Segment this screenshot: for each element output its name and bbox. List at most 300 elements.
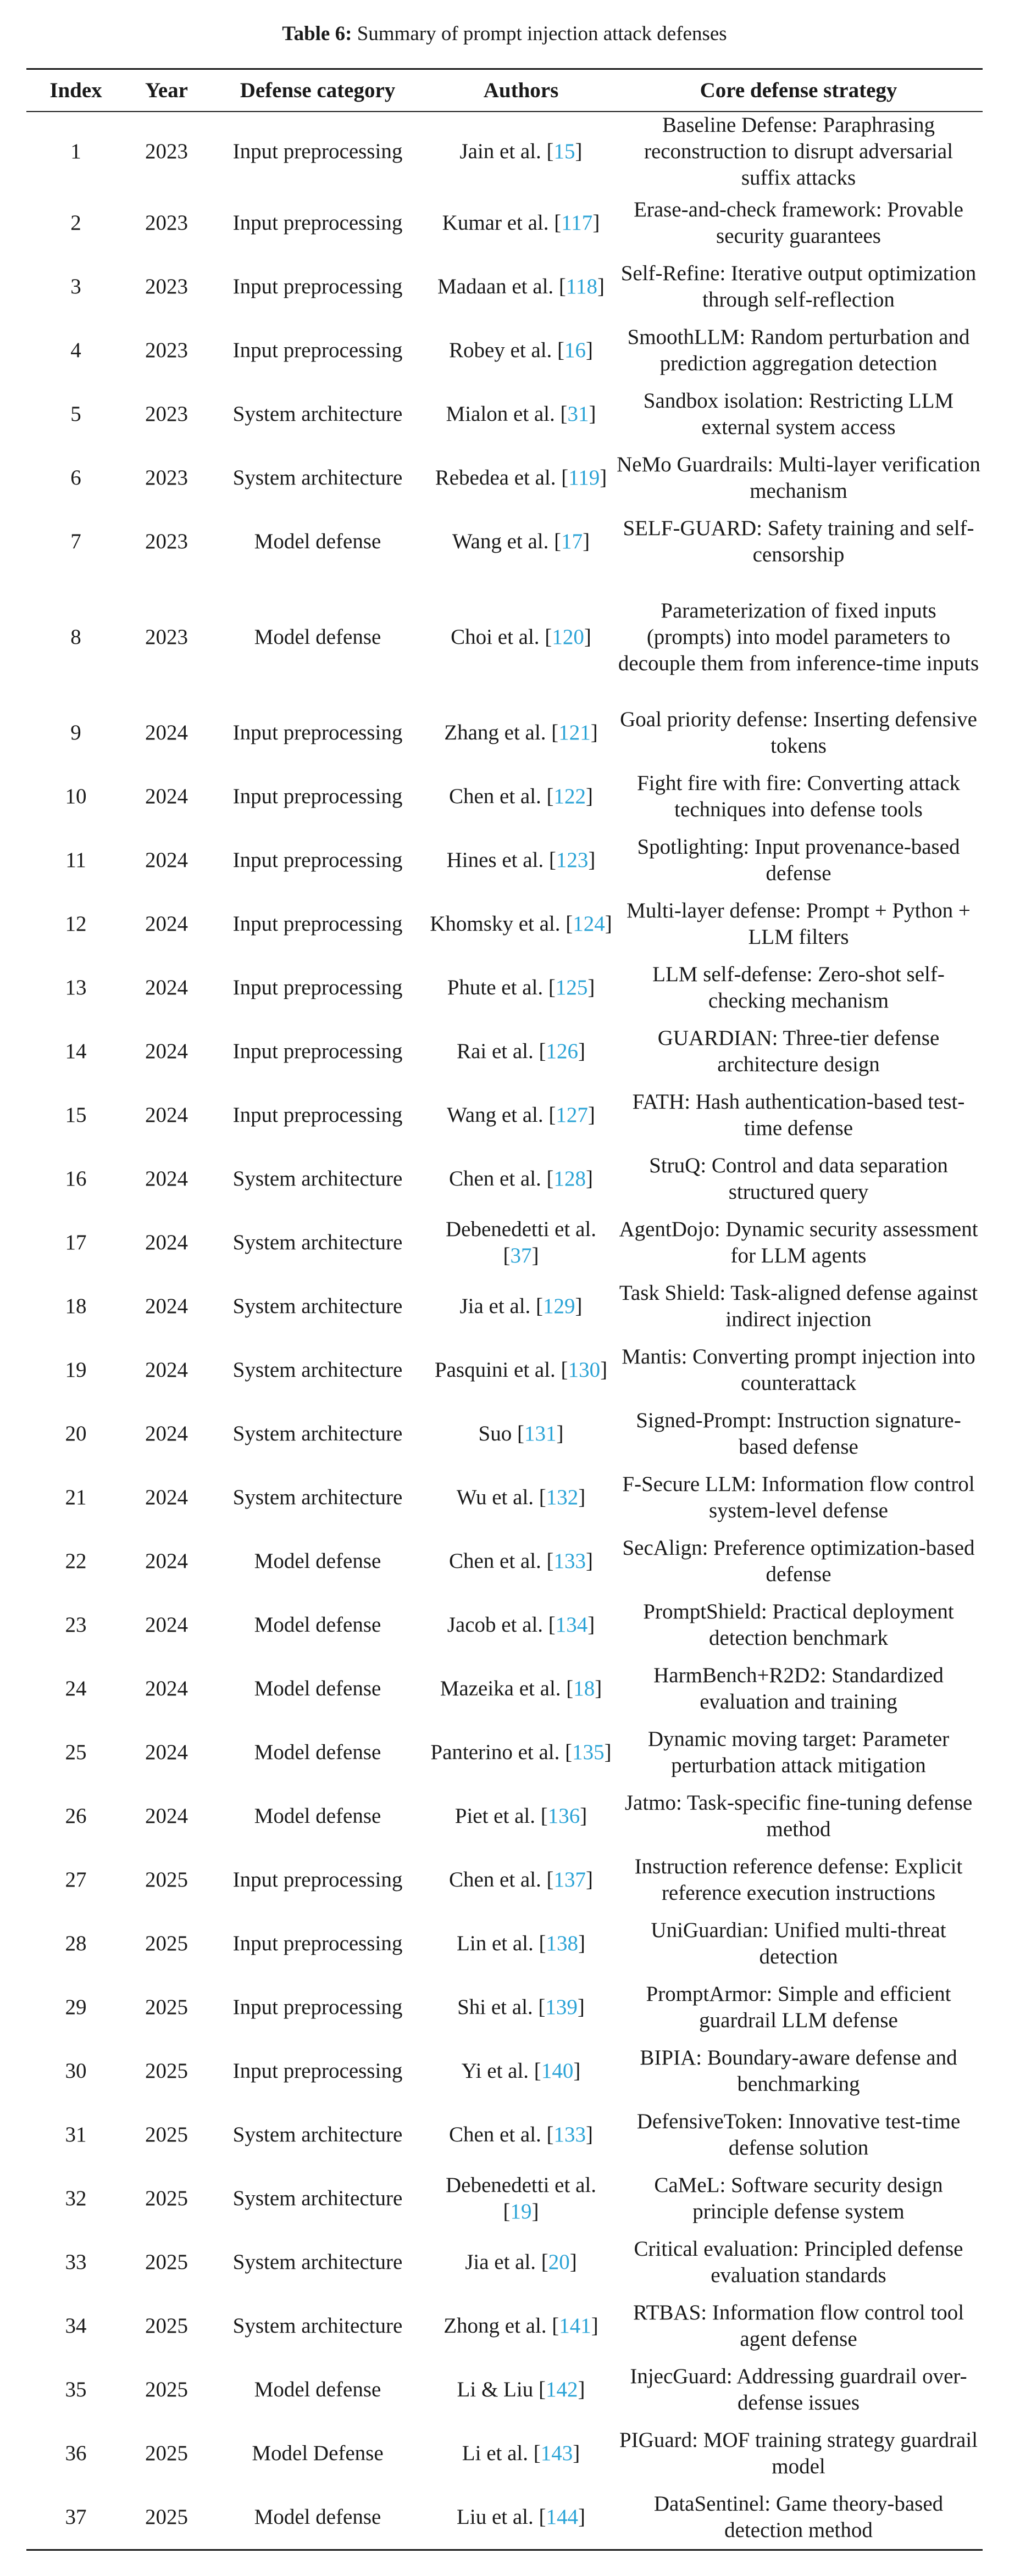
table-row	[26, 2422, 983, 2485]
author-name: Panterino et al. [	[430, 1740, 573, 1764]
author-name: Piet et al. [	[454, 1804, 548, 1828]
cell-index: 17	[65, 1231, 87, 1254]
author-name: Mialon et al. [	[446, 402, 568, 426]
citation-close-bracket: ]	[578, 1039, 585, 1063]
cell-defense-category: Input preprocessing	[232, 1932, 403, 1955]
cell-core-defense-strategy: FATH: Hash authentication-based test-time defense	[632, 1090, 965, 1140]
citation-link[interactable]: 117	[561, 211, 593, 235]
cell-index: 18	[65, 1294, 87, 1318]
author-name: Debenedetti et al. [	[446, 2173, 596, 2223]
cell-authors	[428, 2167, 614, 2230]
author-name: Chen et al. [	[448, 2123, 554, 2146]
cell-defense-category: Model Defense	[252, 2441, 384, 2465]
author-name: Wang et al. [	[447, 1103, 556, 1127]
cell-defense-category: Input preprocessing	[232, 2059, 403, 2083]
author-name: Phute et al. [	[447, 976, 556, 999]
citation-link[interactable]: 37	[510, 1244, 532, 1267]
cell-core-defense-strategy: LLM self-defense: Zero-shot self-checking mechanism	[652, 962, 945, 1012]
cell-defense-category: Input preprocessing	[232, 211, 403, 235]
table-row	[26, 1020, 983, 1083]
citation-link[interactable]: 20	[548, 2250, 570, 2274]
cell-index: 6	[70, 466, 81, 489]
cell-year: 2023	[145, 275, 188, 298]
cell-defense-category: Model defense	[254, 1740, 381, 1764]
author-name: Robey et al. [	[448, 338, 565, 362]
table-row	[26, 112, 983, 191]
cell-authors	[428, 2103, 614, 2167]
cell-core-defense-strategy: PromptArmor: Simple and efficient guardrail LLM defense	[646, 1982, 951, 2032]
cell-core-defense-strategy: GUARDIAN: Three-tier defense architecture design	[657, 1026, 940, 1076]
table-caption	[0, 21, 1009, 47]
cell-year: 2023	[145, 466, 188, 489]
cell-index: 9	[70, 721, 81, 744]
citation-close-bracket: ]	[589, 402, 596, 426]
cell-index: 26	[65, 1804, 87, 1828]
cell-defense-category: Model defense	[254, 1677, 381, 1700]
cell-year: 2024	[145, 1422, 188, 1445]
citation-close-bracket: ]	[578, 1485, 586, 1509]
cell-defense-category: Model defense	[254, 2378, 381, 2401]
cell-defense-category: Model defense	[254, 530, 381, 553]
citation-link[interactable]: 17	[561, 530, 583, 553]
citation-close-bracket: ]	[586, 338, 594, 362]
cell-year: 2024	[145, 1677, 188, 1700]
table-row	[26, 510, 983, 574]
cell-index: 13	[65, 976, 87, 999]
author-name: Lin et al. [	[457, 1932, 546, 1955]
cell-index: 36	[65, 2441, 87, 2465]
author-name: Jain et al. [	[459, 140, 554, 163]
citation-close-bracket: ]	[586, 1549, 594, 1573]
cell-authors	[428, 1784, 614, 1848]
author-name: Debenedetti et al. [	[446, 1217, 596, 1267]
citation-link[interactable]: 134	[555, 1613, 588, 1637]
cell-authors	[428, 1912, 614, 1976]
cell-defense-category: System architecture	[232, 2186, 403, 2210]
cell-authors	[428, 2422, 614, 2485]
citation-link[interactable]: 118	[566, 275, 597, 298]
table-caption-label: Table 6:	[282, 23, 352, 45]
cell-year: 2024	[145, 1740, 188, 1764]
cell-authors	[428, 1211, 614, 1275]
cell-index: 14	[65, 1039, 87, 1063]
cell-defense-category: Model defense	[254, 1549, 381, 1573]
citation-link[interactable]: 119	[568, 466, 600, 489]
cell-index: 7	[70, 530, 81, 553]
citation-link[interactable]: 122	[553, 785, 586, 808]
table-row	[26, 1338, 983, 1402]
cell-year: 2024	[145, 848, 188, 872]
cell-index: 15	[65, 1103, 87, 1127]
cell-year: 2024	[145, 1294, 188, 1318]
table-row	[26, 2039, 983, 2103]
citation-close-bracket: ]	[586, 785, 594, 808]
citation-close-bracket: ]	[595, 1677, 602, 1700]
author-name: Rai et al. [	[457, 1039, 546, 1063]
citation-close-bracket: ]	[573, 2059, 581, 2083]
cell-index: 24	[65, 1677, 87, 1700]
citation-link[interactable]: 129	[543, 1294, 575, 1318]
cell-core-defense-strategy: Jatmo: Task-specific fine-tuning defense method	[624, 1791, 973, 1841]
cell-index: 4	[70, 338, 81, 362]
cell-index: 21	[65, 1485, 87, 1509]
cell-authors	[428, 112, 614, 191]
cell-defense-category: Input preprocessing	[232, 1995, 403, 2019]
citation-close-bracket: ]	[600, 1358, 608, 1382]
author-name: Chen et al. [	[448, 785, 554, 808]
cell-core-defense-strategy: Task Shield: Task-aligned defense against indirect injection	[619, 1281, 978, 1331]
header-index: Index	[26, 69, 125, 112]
cell-core-defense-strategy: Fight fire with fire: Converting attack techniques into defense tools	[636, 771, 961, 821]
cell-year: 2024	[145, 1804, 188, 1828]
cell-authors	[428, 956, 614, 1020]
table-row	[26, 574, 983, 701]
citation-close-bracket: ]	[531, 1244, 539, 1267]
cell-year: 2025	[145, 1932, 188, 1955]
table-row	[26, 828, 983, 892]
cell-defense-category: Input preprocessing	[232, 338, 403, 362]
cell-year: 2024	[145, 1103, 188, 1127]
citation-link[interactable]: 18	[573, 1677, 595, 1700]
author-name: Pasquini et al. [	[434, 1358, 568, 1382]
cell-authors	[428, 1721, 614, 1784]
citation-link[interactable]: 19	[510, 2200, 532, 2223]
cell-year: 2025	[145, 2059, 188, 2083]
author-name: Suo [	[478, 1422, 524, 1445]
citation-close-bracket: ]	[584, 625, 591, 649]
table-row	[26, 1784, 983, 1848]
cell-authors	[428, 1593, 614, 1657]
cell-index: 34	[65, 2314, 87, 2338]
citation-link[interactable]: 126	[546, 1039, 578, 1063]
header-year: Year	[125, 69, 208, 112]
author-name: Yi et al. [	[461, 2059, 541, 2083]
header-authors: Authors	[428, 69, 614, 112]
cell-core-defense-strategy: Dynamic moving target: Parameter perturbation attack mitigation	[647, 1727, 950, 1777]
cell-core-defense-strategy: HarmBench+R2D2: Standardized evaluation and training	[653, 1663, 944, 1713]
cell-defense-category: System architecture	[232, 1167, 403, 1190]
citation-close-bracket: ]	[586, 2123, 594, 2146]
citation-link[interactable]: 31	[567, 402, 589, 426]
citation-link[interactable]: 141	[559, 2314, 591, 2338]
cell-authors	[428, 255, 614, 319]
table-row	[26, 319, 983, 382]
cell-year: 2024	[145, 1485, 188, 1509]
author-name: Zhang et al. [	[444, 721, 559, 744]
table-row	[26, 255, 983, 319]
citation-link[interactable]: 124	[573, 912, 605, 936]
table-row	[26, 446, 983, 510]
table-row	[26, 2294, 983, 2358]
citation-link[interactable]: 142	[545, 2378, 578, 2401]
cell-core-defense-strategy: RTBAS: Information flow control tool agent defense	[633, 2301, 964, 2351]
cell-defense-category: Input preprocessing	[232, 275, 403, 298]
cell-core-defense-strategy: Mantis: Converting prompt injection into counterattack	[622, 1345, 975, 1395]
cell-year: 2024	[145, 1358, 188, 1382]
citation-close-bracket: ]	[591, 2314, 598, 2338]
citation-close-bracket: ]	[583, 530, 590, 553]
cell-core-defense-strategy: Multi-layer defense: Prompt + Python + LLM filters	[627, 899, 971, 949]
cell-authors	[428, 1466, 614, 1529]
cell-index: 30	[65, 2059, 87, 2083]
citation-link[interactable]: 125	[555, 976, 588, 999]
cell-defense-category: Input preprocessing	[232, 976, 403, 999]
citation-close-bracket: ]	[604, 1740, 612, 1764]
table-row	[26, 191, 983, 255]
cell-core-defense-strategy: Instruction reference defense: Explicit reference execution instructions	[634, 1855, 963, 1905]
cell-core-defense-strategy: BIPIA: Boundary-aware defense and benchmarking	[640, 2046, 957, 2096]
author-name: Wu et al. [	[456, 1485, 546, 1509]
table-row	[26, 1912, 983, 1976]
cell-year: 2023	[145, 530, 188, 553]
citation-close-bracket: ]	[573, 2441, 580, 2465]
table-row	[26, 2103, 983, 2167]
table-row	[26, 892, 983, 956]
author-name: Chen et al. [	[448, 1167, 554, 1190]
cell-core-defense-strategy: F-Secure LLM: Information flow control system-level defense	[622, 1472, 975, 1522]
cell-authors	[428, 701, 614, 765]
citation-link[interactable]: 128	[553, 1167, 586, 1190]
cell-year: 2023	[145, 402, 188, 426]
cell-core-defense-strategy: UniGuardian: Unified multi-threat detection	[651, 1918, 946, 1968]
citation-link[interactable]: 133	[553, 1549, 586, 1573]
author-name: Chen et al. [	[448, 1549, 554, 1573]
citation-link[interactable]: 130	[568, 1358, 601, 1382]
citation-link[interactable]: 139	[545, 1995, 578, 2019]
cell-index: 32	[65, 2186, 87, 2210]
cell-authors	[428, 574, 614, 701]
author-name: Mazeika et al. [	[440, 1677, 574, 1700]
cell-core-defense-strategy: DefensiveToken: Innovative test-time defense solution	[636, 2110, 961, 2160]
author-name: Jia et al. [	[465, 2250, 548, 2274]
citation-link[interactable]: 16	[564, 338, 586, 362]
cell-defense-category: Input preprocessing	[232, 140, 403, 163]
cell-core-defense-strategy: Parameterization of fixed inputs (prompts) into model parameters to decouple them from inference-time inputs	[618, 599, 979, 675]
citation-link[interactable]: 136	[547, 1804, 580, 1828]
cell-authors	[428, 1657, 614, 1721]
cell-defense-category: System architecture	[232, 1422, 403, 1445]
cell-authors	[428, 892, 614, 956]
cell-index: 22	[65, 1549, 87, 1573]
table-row	[26, 382, 983, 446]
table-row	[26, 2167, 983, 2230]
citation-close-bracket: ]	[531, 2200, 539, 2223]
cell-defense-category: Input preprocessing	[232, 1868, 403, 1891]
cell-defense-category: Input preprocessing	[232, 848, 403, 872]
cell-authors	[428, 1848, 614, 1912]
cell-year: 2023	[145, 140, 188, 163]
table-row	[26, 2485, 983, 2550]
cell-index: 10	[65, 785, 87, 808]
cell-year: 2025	[145, 2441, 188, 2465]
citation-link[interactable]: 131	[524, 1422, 557, 1445]
table-caption-text: Summary of prompt injection attack defenses	[357, 23, 727, 45]
author-name: Jacob et al. [	[447, 1613, 556, 1637]
table-row	[26, 765, 983, 828]
cell-year: 2025	[145, 2314, 188, 2338]
cell-authors	[428, 382, 614, 446]
cell-index: 33	[65, 2250, 87, 2274]
cell-authors	[428, 765, 614, 828]
cell-year: 2024	[145, 721, 188, 744]
cell-core-defense-strategy: SmoothLLM: Random perturbation and prediction aggregation detection	[627, 325, 970, 375]
table-row	[26, 1083, 983, 1147]
cell-core-defense-strategy: Baseline Defense: Paraphrasing reconstruction to disrupt adversarial suffix attacks	[644, 113, 953, 190]
cell-defense-category: Input preprocessing	[232, 912, 403, 936]
cell-core-defense-strategy: Goal priority defense: Inserting defensive tokens	[620, 708, 977, 758]
table-row	[26, 2358, 983, 2422]
cell-authors	[428, 1020, 614, 1083]
table-row	[26, 2230, 983, 2294]
table-row	[26, 1466, 983, 1529]
cell-defense-category: Model defense	[208, 2485, 428, 2550]
cell-index: 35	[65, 2378, 87, 2401]
defenses-table	[26, 68, 983, 2551]
cell-year: 2024	[145, 785, 188, 808]
cell-year: 2025	[145, 1868, 188, 1891]
cell-defense-category: System architecture	[232, 1294, 403, 1318]
cell-defense-category: System architecture	[232, 2250, 403, 2274]
citation-close-bracket: ]	[597, 275, 605, 298]
citation-link[interactable]: 143	[540, 2441, 573, 2465]
header-core-defense-strategy: Core defense strategy	[614, 69, 983, 112]
citation-link[interactable]: 135	[572, 1740, 605, 1764]
citation-close-bracket: ]	[577, 1995, 585, 2019]
table-row	[26, 956, 983, 1020]
author-name: Hines et al. [	[446, 848, 556, 872]
cell-year: 2024	[145, 1039, 188, 1063]
citation-close-bracket: ]	[605, 912, 612, 936]
cell-year: 2024	[145, 1613, 188, 1637]
cell-defense-category: Input preprocessing	[232, 1039, 403, 1063]
citation-close-bracket: ]	[587, 1103, 595, 1127]
cell-index: 37	[26, 2485, 125, 2550]
cell-defense-category: Input preprocessing	[232, 1103, 403, 1127]
citation-close-bracket: ]	[586, 1868, 594, 1891]
cell-core-defense-strategy: Erase-and-check framework: Provable security guarantees	[634, 198, 963, 248]
table-row	[26, 1657, 983, 1721]
table-row	[26, 1721, 983, 1784]
cell-core-defense-strategy: SELF-GUARD: Safety training and self-censorship	[623, 516, 974, 566]
cell-year: 2024	[145, 912, 188, 936]
cell-defense-category: Model defense	[254, 1613, 381, 1637]
citation-link[interactable]: 123	[556, 848, 589, 872]
author-name: Zhong et al. [	[443, 2314, 559, 2338]
cell-year: 2023	[145, 625, 188, 649]
table-row	[26, 1848, 983, 1912]
cell-defense-category: Input preprocessing	[232, 721, 403, 744]
cell-authors	[428, 1083, 614, 1147]
cell-authors	[428, 1402, 614, 1466]
cell-defense-category: Input preprocessing	[232, 785, 403, 808]
author-name: Khomsky et al. [	[430, 912, 573, 936]
cell-authors	[428, 446, 614, 510]
cell-index: 19	[65, 1358, 87, 1382]
citation-close-bracket: ]	[586, 1167, 594, 1190]
cell-core-defense-strategy: DataSentinel: Game theory-based detection method	[614, 2485, 983, 2550]
cell-authors	[428, 1275, 614, 1338]
citation-link[interactable]: 127	[556, 1103, 588, 1127]
cell-core-defense-strategy: CaMeL: Software security design principle defense system	[654, 2173, 943, 2223]
table-row	[26, 1275, 983, 1338]
citation-close-bracket: ]	[587, 1613, 595, 1637]
author-name: Shi et al. [	[457, 1995, 546, 2019]
cell-index: 12	[65, 912, 87, 936]
cell-year: 2025	[145, 1995, 188, 2019]
cell-authors	[428, 1147, 614, 1211]
cell-core-defense-strategy: PIGuard: MOF training strategy guardrail model	[619, 2428, 978, 2478]
author-name: Chen et al. [	[448, 1868, 554, 1891]
author-name: Liu et al. [	[457, 2505, 546, 2529]
cell-index: 1	[70, 140, 81, 163]
cell-index: 27	[65, 1868, 87, 1891]
cell-defense-category: System architecture	[232, 1358, 403, 1382]
citation-link[interactable]: 120	[552, 625, 584, 649]
cell-year: 2024	[145, 976, 188, 999]
cell-year: 2023	[145, 211, 188, 235]
author-name: Wang et al. [	[452, 530, 562, 553]
cell-index: 3	[70, 275, 81, 298]
header-defense-category: Defense category	[208, 69, 428, 112]
cell-core-defense-strategy: Self-Refine: Iterative output optimization through self-reflection	[620, 262, 977, 311]
cell-index: 8	[70, 625, 81, 649]
citation-close-bracket: ]	[580, 1804, 587, 1828]
citation-close-bracket: ]	[587, 976, 595, 999]
citation-close-bracket: ]	[578, 2378, 585, 2401]
cell-index: 16	[65, 1167, 87, 1190]
citation-close-bracket: ]	[575, 1294, 583, 1318]
author-name: Li et al. [	[462, 2441, 541, 2465]
citation-link[interactable]: 132	[546, 1485, 579, 1509]
citation-close-bracket: ]	[569, 2250, 577, 2274]
cell-authors	[428, 319, 614, 382]
table-row	[26, 1211, 983, 1275]
author-name: Madaan et al. [	[437, 275, 566, 298]
cell-authors	[428, 1976, 614, 2039]
citation-link[interactable]: 137	[553, 1868, 586, 1891]
table-row	[26, 701, 983, 765]
citation-close-bracket: ]	[590, 721, 598, 744]
cell-index: 5	[70, 402, 81, 426]
citation-link[interactable]: 144	[546, 2505, 578, 2529]
cell-core-defense-strategy: Sandbox isolation: Restricting LLM external system access	[643, 389, 954, 439]
table-header	[26, 69, 983, 112]
cell-year: 2025	[145, 2250, 188, 2274]
author-name: Choi et al. [	[451, 625, 552, 649]
cell-year: 2024	[145, 1549, 188, 1573]
table-row	[26, 1976, 983, 2039]
cell-authors	[428, 2230, 614, 2294]
cell-defense-category: Model defense	[254, 1804, 381, 1828]
citation-close-bracket: ]	[578, 2505, 585, 2529]
author-name: Kumar et al. [	[442, 211, 562, 235]
cell-index: 31	[65, 2123, 87, 2146]
author-name: Rebedea et al. [	[435, 466, 569, 489]
header-row	[26, 69, 983, 112]
cell-authors	[428, 2294, 614, 2358]
cell-defense-category: System architecture	[232, 1231, 403, 1254]
cell-core-defense-strategy: Signed-Prompt: Instruction signature-based defense	[636, 1409, 961, 1459]
citation-link[interactable]: 15	[553, 140, 575, 163]
cell-year: 2025	[125, 2485, 208, 2550]
citation-link[interactable]: 138	[546, 1932, 578, 1955]
citation-close-bracket: ]	[600, 466, 607, 489]
author-name: Li & Liu [	[457, 2378, 546, 2401]
citation-link[interactable]: 121	[558, 721, 591, 744]
citation-close-bracket: ]	[592, 211, 600, 235]
citation-link[interactable]: 133	[553, 2123, 586, 2146]
citation-link[interactable]: 140	[541, 2059, 574, 2083]
